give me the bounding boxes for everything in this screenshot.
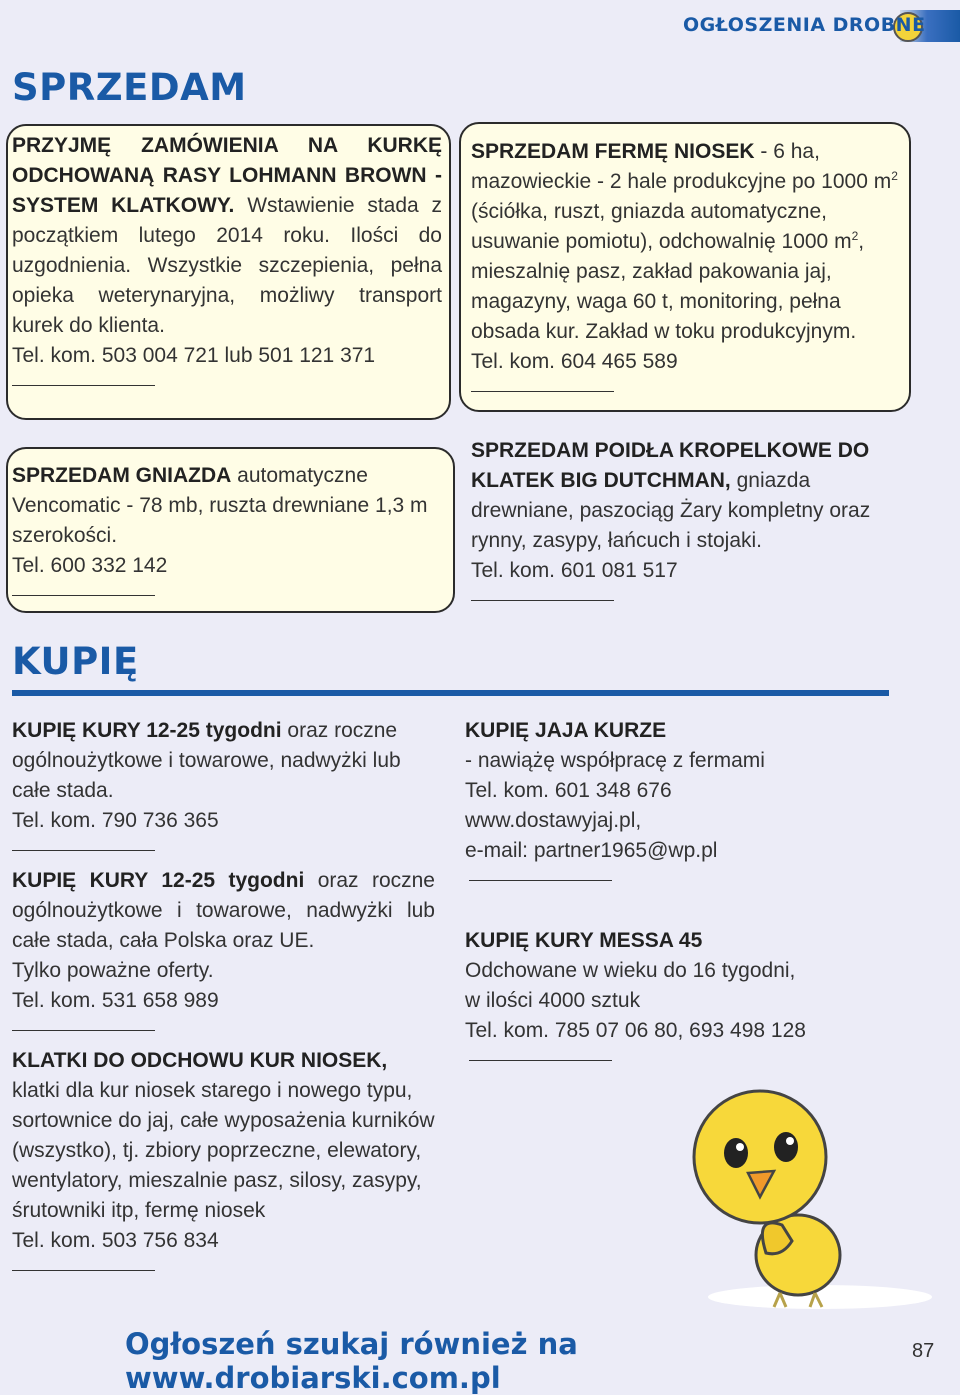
ad-sell-1: [12, 131, 442, 386]
ad-phone: Tel. 600 332 142: [12, 554, 168, 577]
superscript: 2: [851, 229, 859, 243]
ad-body: automatyczne Vencomatic - 78 mb, ruszta drewniane 1,3 m szerokości.: [12, 464, 428, 547]
ad-separator: [12, 1030, 155, 1031]
ad-body: Wstawienie stada z początkiem lutego 2014 roku. Ilości do uzgodnienia. Wszystkie szczepienia, pełna opieka weterynaryjna, możliwy transport kurek do klienta.: [12, 194, 442, 337]
ad-note: Tylko poważne oferty.: [12, 959, 214, 982]
ad-separator: [12, 385, 155, 386]
ad-body: oraz roczne ogólnoużytkowe i towarowe, nadwyżki lub całe stada.: [12, 719, 401, 802]
ad-body: , mieszalnię pasz, zakład pakowania jaj, magazyny, waga 60 t, monitoring, pełna obsada kur. Zakład w toku produkcyjnym.: [471, 230, 865, 343]
ad-title: KLATKI DO ODCHOWU KUR NIOSEK,: [12, 1049, 388, 1072]
footer-text: Ogłoszeń szukaj również na www.drobiarski.com.pl: [125, 1327, 578, 1395]
ad-separator: [12, 595, 155, 596]
ad-buy-1: [12, 716, 437, 851]
ad-sell-4: [471, 436, 901, 601]
ad-title: SPRZEDAM FERMĘ NIOSEK: [471, 140, 755, 163]
ad-separator: [471, 391, 614, 392]
ad-phone: Tel. kom. 601 081 517: [471, 559, 678, 582]
ad-separator: [471, 600, 614, 601]
section-title-buy: KUPIĘ: [12, 640, 139, 683]
ad-title: KUPIĘ KURY 12-25 tygodni: [12, 869, 305, 892]
ad-buy-2: [12, 866, 435, 1031]
ad-separator: [469, 1060, 612, 1061]
ad-sell-3: [12, 461, 444, 596]
ad-title: KUPIĘ JAJA KURZE: [465, 719, 667, 742]
ad-body: oraz roczne ogólnoużytkowe i towarowe, nadwyżki lub całe stada, cała Polska oraz UE.: [12, 869, 435, 952]
eye-shine: [736, 1143, 744, 1151]
chick-head: [694, 1091, 826, 1223]
chick-eye: [724, 1138, 748, 1168]
ad-line: Odchowane w wieku do 16 tygodni,: [465, 959, 796, 982]
ad-phone: Tel. kom. 503 756 834: [12, 1229, 219, 1252]
chick-illustration: [670, 1075, 940, 1310]
section-rule: [12, 690, 889, 696]
page-number: 87: [912, 1340, 935, 1362]
ad-body: klatki dla kur niosek starego i nowego typu, sortownice do jaj, całe wyposażenia kurników (wszystko), tj. zbiory poprzeczne, elewatory, wentylatory, mieszalnie pasz, silosy, zasypy, śrutowniki itp, fermę niosek: [12, 1079, 435, 1222]
ad-body: gniazda drewniane, paszociąg Żary kompletny oraz rynny, zasypy, łańcuch i stojaki.: [471, 469, 871, 552]
ad-body: - 6 ha, mazowieckie - 2 hale produkcyjne po 1000 m: [471, 140, 892, 193]
chick-eye: [774, 1132, 798, 1162]
ad-separator: [12, 1270, 155, 1271]
ad-phone: Tel. kom. 503 004 721 lub 501 121 371: [12, 344, 376, 367]
ad-buy-3: [12, 1046, 440, 1271]
section-title-sell: SPRZEDAM: [12, 66, 247, 109]
ad-line: w ilości 4000 sztuk: [465, 989, 641, 1012]
ad-website: www.dostawyjaj.pl,: [465, 809, 642, 832]
ad-phone: Tel. kom. 790 736 365: [12, 809, 219, 832]
ad-email: e-mail: partner1965@wp.pl: [465, 839, 718, 862]
ad-title: PRZYJMĘ ZAMÓWIENIA NA KURKĘ ODCHOWANĄ RASY LOHMANN BROWN - SYSTEM KLATKOWY.: [12, 134, 442, 217]
ad-separator: [469, 880, 612, 881]
ad-buy-4: [465, 716, 905, 881]
ad-line: - nawiążę współpracę z fermami: [465, 749, 765, 772]
header-title: OGŁOSZENIA DROBNE: [683, 14, 926, 36]
ad-phone: Tel. kom. 785 07 06 80, 693 498 128: [465, 1019, 806, 1042]
ad-buy-5: [465, 926, 905, 1061]
ad-title: SPRZEDAM GNIAZDA: [12, 464, 232, 487]
superscript: 2: [891, 169, 898, 183]
ad-body: (ściółka, ruszt, gniazda automatyczne, usuwanie pomiotu), odchowalnię 1000 m: [471, 200, 852, 253]
ad-phone: Tel. kom. 601 348 676: [465, 779, 672, 802]
ad-sell-2: [471, 137, 901, 392]
ad-separator: [12, 850, 155, 851]
ad-title: SPRZEDAM POIDŁA KROPELKOWE DO KLATEK BIG DUTCHMAN,: [471, 439, 870, 492]
ad-phone: Tel. kom. 604 465 589: [471, 350, 678, 373]
ad-title: KUPIĘ KURY MESSA 45: [465, 929, 703, 952]
eye-shine: [786, 1137, 794, 1145]
ad-phone: Tel. kom. 531 658 989: [12, 989, 219, 1012]
ad-title: KUPIĘ KURY 12-25 tygodni: [12, 719, 282, 742]
